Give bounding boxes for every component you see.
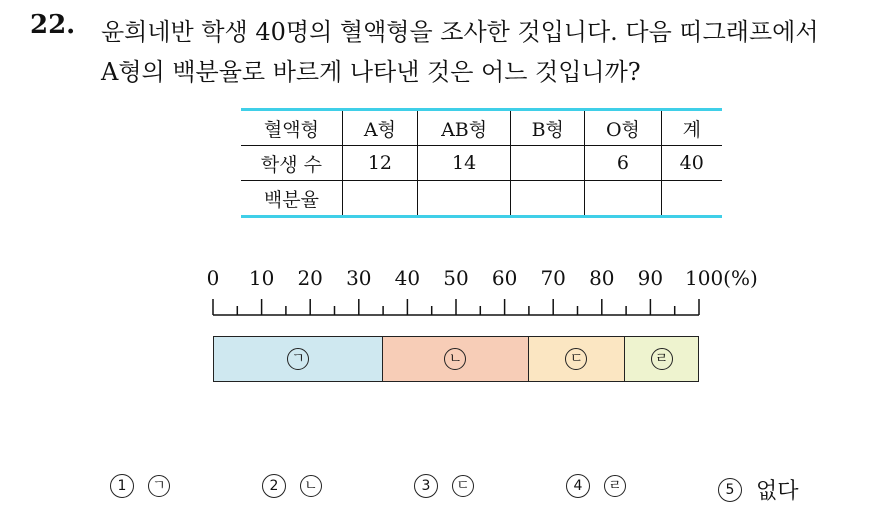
choice-number: 3 <box>414 474 438 498</box>
tick-label: 100(%) <box>685 266 758 290</box>
band-segment <box>625 337 698 381</box>
tick-label: 60 <box>491 266 518 290</box>
choice-option[interactable] <box>110 474 170 498</box>
choice-option[interactable] <box>718 474 799 505</box>
choice-number: 2 <box>262 474 286 498</box>
table-cell: 40 <box>661 146 722 181</box>
question-number: 22. <box>30 10 76 40</box>
choice-answer: 없다 <box>756 479 799 504</box>
choice-option[interactable] <box>566 474 626 498</box>
band-graph <box>213 336 699 382</box>
table-cell: 12 <box>342 146 417 181</box>
segment-label: ㄴ <box>444 348 466 370</box>
tick-label: 40 <box>394 266 421 290</box>
tick-label: 10 <box>248 266 275 290</box>
choice-answer: ㄹ <box>604 475 626 497</box>
table-cell: 백분율 <box>241 181 342 217</box>
table-cell: 14 <box>418 146 511 181</box>
table-cell: AB형 <box>418 110 511 146</box>
table-cell: B형 <box>511 110 585 146</box>
table-cell: 혈액형 <box>241 110 342 146</box>
segment-label: ㄹ <box>651 348 673 370</box>
table-cell: A형 <box>342 110 417 146</box>
choice-number: 5 <box>718 478 742 502</box>
choice-option[interactable] <box>414 474 474 498</box>
segment-label: ㄱ <box>287 348 309 370</box>
band-segment <box>383 337 528 381</box>
tick-label: 90 <box>637 266 664 290</box>
table-cell: 학생 수 <box>241 146 342 181</box>
tick-label: 80 <box>589 266 615 290</box>
table-cell: 계 <box>661 110 722 146</box>
tick-label: 20 <box>297 266 323 290</box>
segment-label: ㄷ <box>565 348 587 370</box>
choice-answer: ㄴ <box>300 475 322 497</box>
question-text-line1: 윤희네반 학생 40명의 혈액형을 조사한 것입니다. 다음 띠그래프에서 <box>101 18 819 46</box>
tick-label: 0 <box>206 266 220 290</box>
choice-number: 4 <box>566 474 590 498</box>
band-segment <box>529 337 626 381</box>
tick-label: 50 <box>443 266 469 290</box>
table-cell: O형 <box>585 110 661 146</box>
tick-label: 70 <box>540 266 566 290</box>
question-text-line2: A형의 백분율로 바르게 나타낸 것은 어느 것입니까? <box>101 58 641 86</box>
band-segment <box>214 337 383 381</box>
choice-number: 1 <box>110 474 134 498</box>
table-cell: 6 <box>585 146 661 181</box>
choice-answer: ㄷ <box>452 475 474 497</box>
choice-answer: ㄱ <box>148 475 170 497</box>
choice-option[interactable] <box>262 474 322 498</box>
tick-label: 30 <box>346 266 372 290</box>
